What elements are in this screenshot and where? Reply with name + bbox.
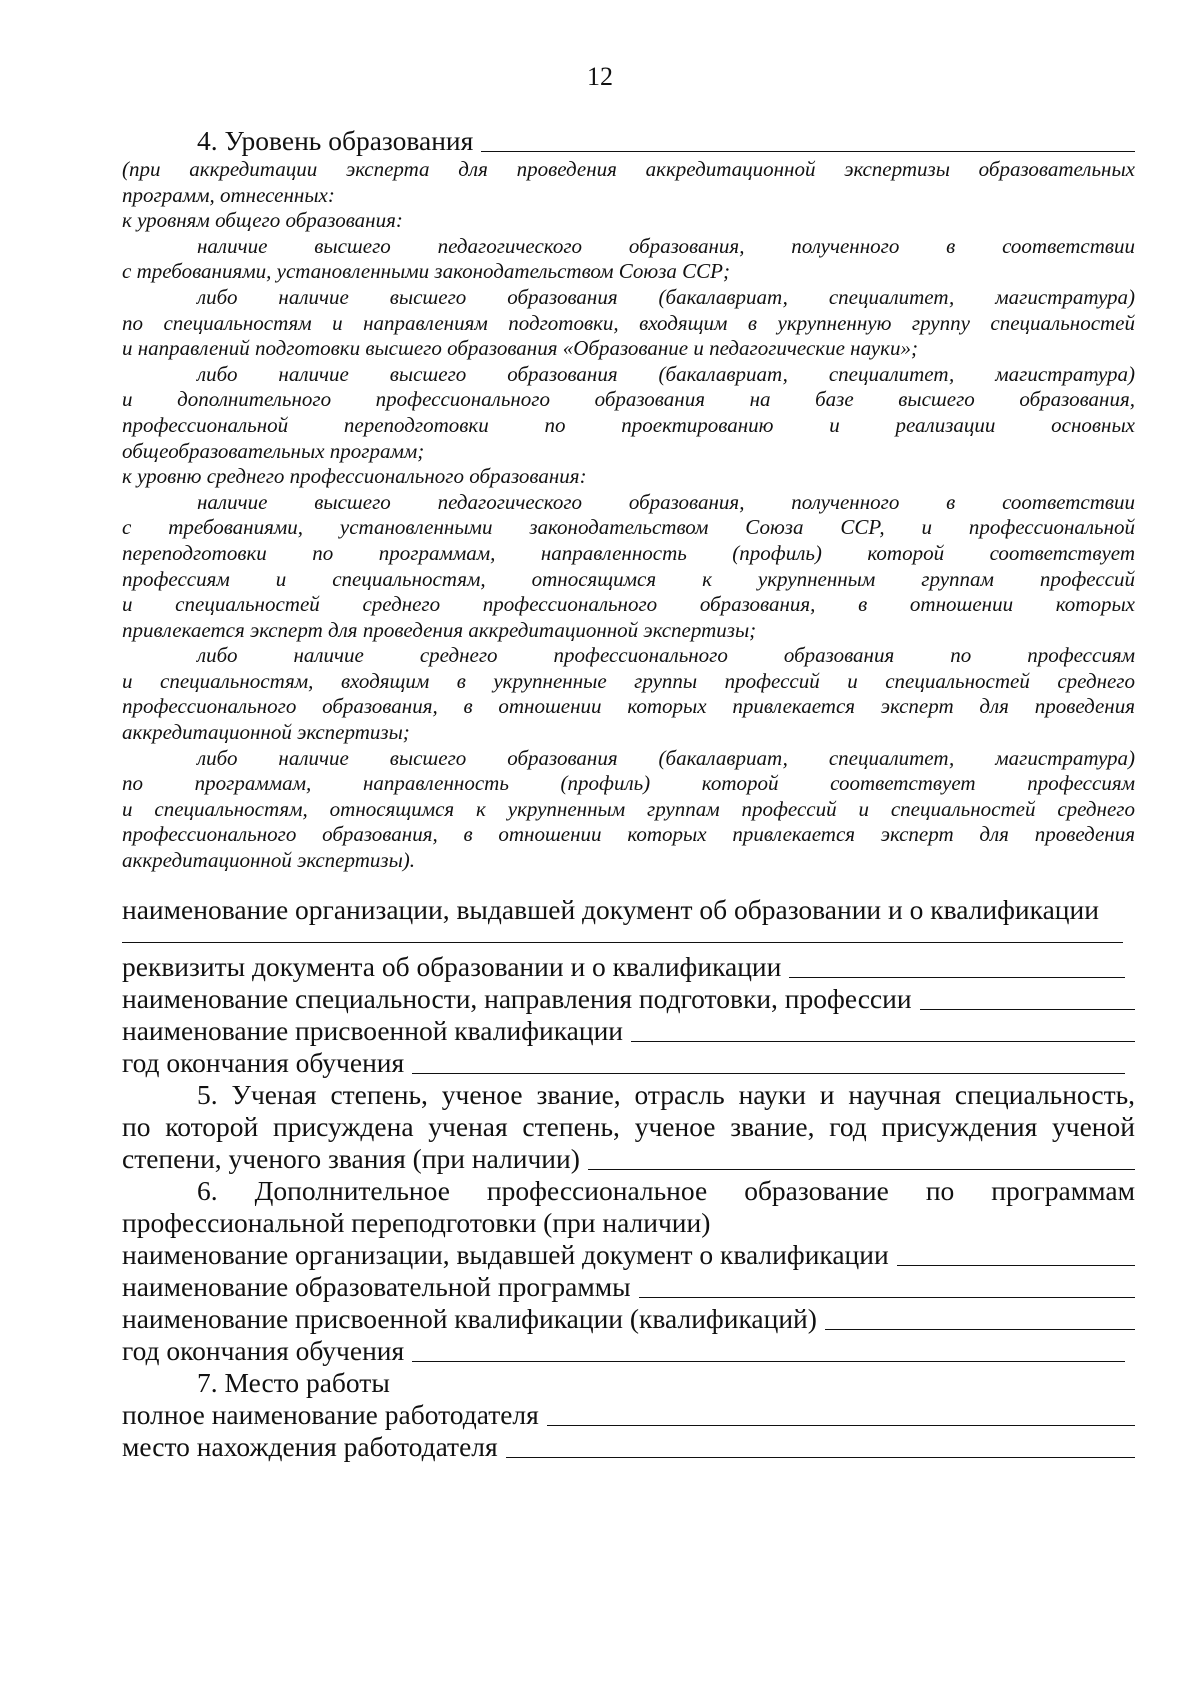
general-req-3-line-3: профессиональной переподготовки по проектированию и реализации основных: [122, 412, 1135, 437]
doc-details-field[interactable]: [789, 976, 1125, 978]
dpo-program-label: наименование образовательной программы: [122, 1270, 631, 1302]
spo-req-3-line-4: профессионального образования, в отношении которых привлекается эксперт для проведения: [122, 822, 1135, 847]
spo-req-2-line-2: и специальностям, входящим в укрупненные группы профессий и специальностей среднего: [122, 668, 1135, 693]
dpo-org-label: наименование организации, выдавшей документ о квалификации: [122, 1238, 889, 1270]
spo-req-3-line-5: аккредитационной экспертизы).: [122, 848, 416, 873]
grad-year-row: [122, 1047, 1135, 1079]
dpo-qualification-field[interactable]: [825, 1328, 1135, 1330]
doc-details-label: реквизиты документа об образовании и о квалификации: [122, 950, 782, 982]
specialty-field[interactable]: [920, 1008, 1135, 1010]
spo-req-2-line-3: профессионального образования, в отношении которых привлекается эксперт для проведения: [122, 694, 1135, 719]
section-6-line-2: профессиональной переподготовки (при наличии): [122, 1206, 711, 1238]
dpo-program-row: [122, 1271, 1135, 1303]
section-5-line-2: по которой присуждена ученая степень, ученое звание, год присуждения ученой: [122, 1110, 1135, 1142]
general-req-2-line-1: либо наличие высшего образования (бакалавриат, специалитет, магистратура): [197, 284, 1135, 309]
section-4-heading: 4. Уровень образования: [197, 125, 474, 156]
org-name-field[interactable]: [122, 926, 1123, 943]
general-education-heading: к уровням общего образования:: [122, 208, 403, 233]
qualification-row: [122, 1015, 1135, 1047]
org-name-label: наименование организации, выдавшей документ об образовании и о квалификации: [122, 893, 1099, 925]
spo-req-1-line-3: переподготовки по программам, направленность (профиль) которой соответствует: [122, 540, 1135, 565]
spo-req-3-line-2: по программам, направленность (профиль) которой соответствует профессиям: [122, 771, 1135, 796]
spo-req-3-line-3: и специальностям, относящимся к укрупненным группам профессий и специальностей среднего: [122, 796, 1135, 821]
general-req-3-line-4: общеобразовательных программ;: [122, 438, 425, 463]
grad-year-label: год окончания обучения: [122, 1046, 405, 1078]
specialty-label: наименование специальности, направления подготовки, профессии: [122, 982, 912, 1014]
general-req-2-line-3: и направлений подготовки высшего образования «Образование и педагогические науки»;: [122, 336, 918, 361]
dpo-grad-year-label: год окончания обучения: [122, 1334, 405, 1366]
employer-location-label: место нахождения работодателя: [122, 1430, 498, 1462]
section-5-line-3: степени, ученого звания (при наличии): [122, 1142, 580, 1174]
general-req-3-line-1: либо наличие высшего образования (бакалавриат, специалитет, магистратура): [197, 361, 1135, 386]
spo-req-1-line-1: наличие высшего педагогического образования, полученного в соответствии: [197, 489, 1135, 514]
section-5-line-1: 5. Ученая степень, ученое звание, отрасль науки и научная специальность,: [197, 1078, 1135, 1110]
spo-heading: к уровню среднего профессионального образования:: [122, 464, 587, 489]
dpo-org-row: [122, 1239, 1135, 1271]
spo-req-1-line-2: с требованиями, установленными законодательством Союза ССР, и профессиональной: [122, 515, 1135, 540]
spo-req-3-line-1: либо наличие высшего образования (бакалавриат, специалитет, магистратура): [197, 745, 1135, 770]
dpo-grad-year-row: [122, 1335, 1135, 1367]
qualification-field[interactable]: [631, 1040, 1135, 1042]
spo-req-1-line-5: и специальностей среднего профессионального образования, в отношении которых: [122, 592, 1135, 617]
education-level-field[interactable]: [481, 150, 1135, 152]
specialty-row: [122, 983, 1135, 1015]
general-req-1-line-2: с требованиями, установленными законодательством Союза ССР;: [122, 259, 730, 284]
page-number: 12: [587, 62, 613, 91]
employer-location-field[interactable]: [506, 1456, 1135, 1458]
dpo-grad-year-field[interactable]: [412, 1360, 1125, 1362]
employer-field[interactable]: [547, 1424, 1135, 1426]
dpo-qualification-row: [122, 1303, 1135, 1335]
general-req-3-line-2: и дополнительного профессионального образования на базе высшего образования,: [122, 387, 1135, 412]
section-5-row-3: [122, 1143, 1135, 1175]
section-7-heading: 7. Место работы: [197, 1366, 390, 1398]
form-body: [122, 125, 1135, 1463]
employer-location-row: [122, 1431, 1135, 1463]
employer-row: [122, 1399, 1135, 1431]
qualification-label: наименование присвоенной квалификации: [122, 1014, 624, 1046]
general-req-2-line-2: по специальностям и направлениям подготовки, входящим в укрупненную группу специальностей: [122, 310, 1135, 335]
dpo-program-field[interactable]: [639, 1296, 1135, 1298]
doc-details-row: [122, 951, 1135, 983]
spo-req-1-line-6: привлекается эксперт для проведения аккредитационной экспертизы;: [122, 617, 757, 642]
spo-req-2-line-4: аккредитационной экспертизы;: [122, 720, 410, 745]
employer-label: полное наименование работодателя: [122, 1398, 539, 1430]
spo-req-2-line-1: либо наличие среднего профессионального образования по профессиям: [197, 643, 1135, 668]
section-4-heading-row: [122, 125, 1135, 157]
intro-line-2: программ, отнесенных:: [122, 182, 335, 207]
section-6-line-1: 6. Дополнительное профессиональное образование по программам: [197, 1174, 1135, 1206]
general-req-1-line-1: наличие высшего педагогического образования, полученного в соответствии: [197, 233, 1135, 258]
dpo-org-field[interactable]: [897, 1264, 1135, 1266]
grad-year-field[interactable]: [412, 1072, 1125, 1074]
spo-req-1-line-4: профессиям и специальностям, относящимся к укрупненным группам профессий: [122, 566, 1135, 591]
intro-line-1: (при аккредитации эксперта для проведения аккредитационной экспертизы образовательных: [122, 157, 1135, 181]
dpo-qualification-label: наименование присвоенной квалификации (квалификаций): [122, 1302, 817, 1334]
academic-degree-field[interactable]: [588, 1168, 1135, 1170]
